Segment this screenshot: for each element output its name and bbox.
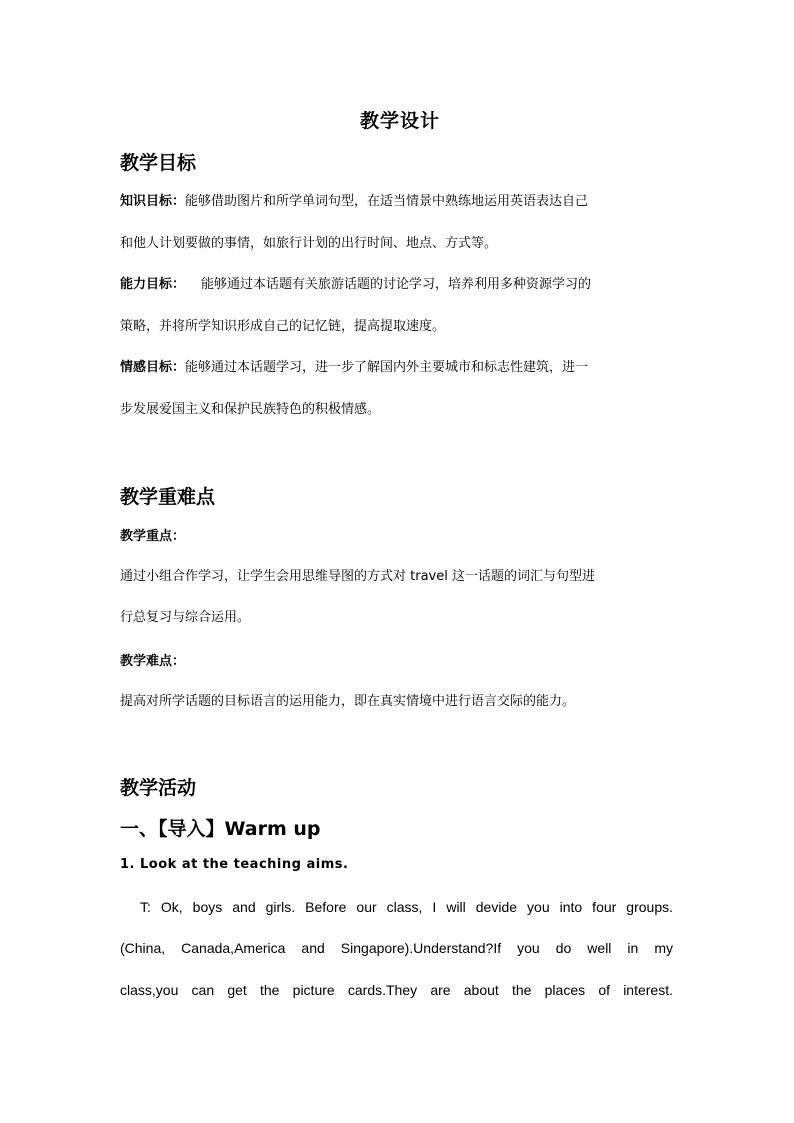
emotion-objective-label: 情感目标： bbox=[120, 360, 186, 375]
difficult-point-line1: 提高对所学话题的目标语言的运用能力，即在真实情境中进行语言交际的能力。 bbox=[120, 694, 576, 709]
key-point-line1: 通过小组合作学习，让学生会用思维导图的方式对 travel 这一话题的词汇与句型进 bbox=[120, 569, 595, 584]
emotion-objective-line1 bbox=[120, 358, 588, 378]
dialogue-line3: class,you can get the picture cards.They are about the places of interest. bbox=[120, 982, 673, 998]
knowledge-objective-line2: 和他人计划要做的事情，如旅行计划的出行时间、地点、方式等。 bbox=[120, 236, 498, 251]
difficult-point-label: 教学难点： bbox=[120, 654, 186, 669]
keypoints-heading: 教学重难点 bbox=[120, 486, 216, 508]
ability-objective-text1: 能够通过本话题有关旅游话题的讨论学习，培养利用多种资源学习的 bbox=[201, 277, 592, 292]
ability-objective-label: 能力目标： bbox=[120, 277, 186, 292]
ability-objective-line2: 策略，并将所学知识形成自己的记忆链，提高提取速度。 bbox=[120, 319, 446, 334]
emotion-objective-text1: 能够通过本话题学习，进一步了解国内外主要城市和标志性建筑，进一 bbox=[185, 360, 589, 375]
activities-heading: 教学活动 bbox=[120, 777, 197, 799]
warmup-heading: 一、【导入】Warm up bbox=[120, 818, 321, 840]
knowledge-objective-text1: 能够借助图片和所学单词句型，在适当情景中熟练地运用英语表达自己 bbox=[185, 194, 589, 209]
knowledge-objective-line1 bbox=[120, 192, 588, 212]
knowledge-objective-label: 知识目标： bbox=[120, 194, 186, 209]
dialogue-line1: T: Ok, boys and girls. Before our class, I will devide you into four groups. bbox=[140, 899, 673, 915]
objectives-heading: 教学目标 bbox=[120, 152, 197, 174]
emotion-objective-line2: 步发展爱国主义和保护民族特色的积极情感。 bbox=[120, 402, 381, 417]
key-point-label: 教学重点： bbox=[120, 529, 186, 544]
step1-heading: 1. Look at the teaching aims. bbox=[120, 857, 349, 872]
ability-objective-line1 bbox=[120, 275, 591, 295]
dialogue-line2: (China, Canada,America and Singapore).Understand?If you do well in my bbox=[120, 940, 673, 956]
document-title: 教学设计 bbox=[359, 110, 440, 132]
key-point-line2: 行总复习与综合运用。 bbox=[120, 610, 251, 625]
